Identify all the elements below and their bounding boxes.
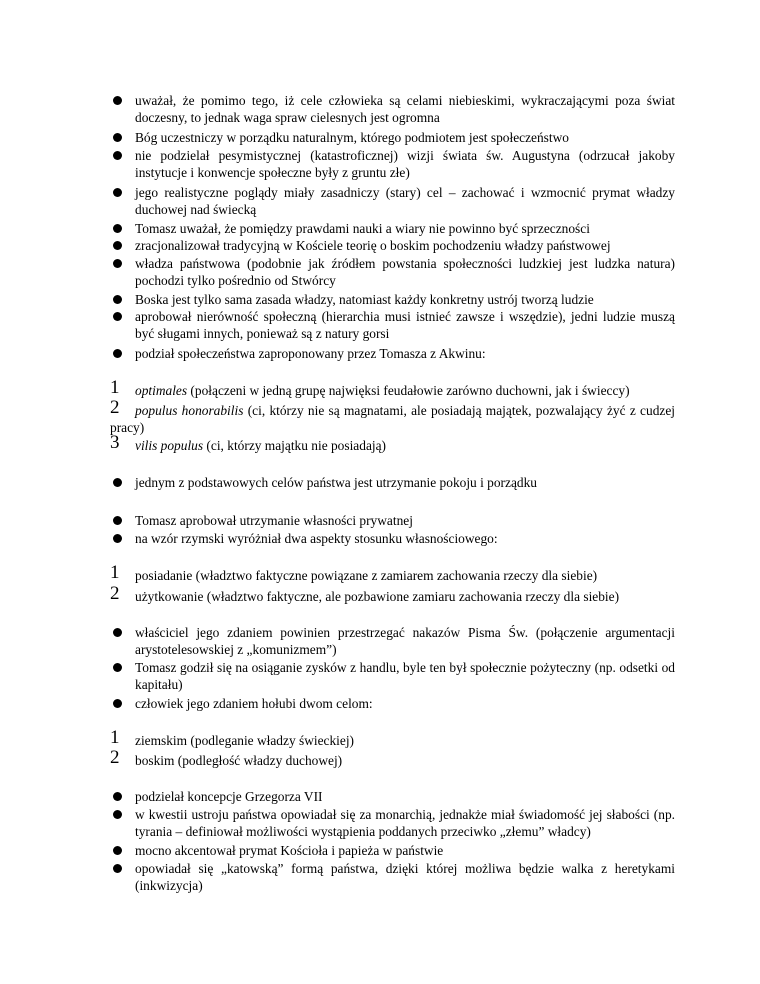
bullet-item: na wzór rzymski wyróżniał dwa aspekty stosunku własnościowego:: [110, 530, 675, 547]
bullet-item: zracjonalizował tradycyjną w Kościele teorię o boskim pochodzeniu władzy państwowej: [110, 237, 675, 254]
bullet-item: władza państwowa (podobnie jak źródłem powstania społeczności ludzkiej jest ludzka natura) pochodzi tylko pośrednio od Stwórcy: [110, 255, 675, 289]
bullet-icon: [113, 96, 122, 105]
bullet-icon: [113, 534, 122, 543]
bullet-item: Tomasz godził się na osiąganie zysków z handlu, byle ten był społecznie pożyteczny (np. odsetki od kapitału): [110, 659, 675, 693]
bullet-icon: [113, 295, 122, 304]
bullet-icon: [113, 516, 122, 525]
bullet-item: nie podzielał pesymistycznej (katastroficznej) wizji świata św. Augustyna (odrzucał jakoby instytucje i konwencje społeczne były z gruntu złe): [110, 147, 675, 181]
bullet-item: Boska jest tylko sama zasada władzy, natomiast każdy konkretny ustrój tworzą ludzie: [110, 291, 675, 308]
bullet-icon: [113, 846, 122, 855]
bullet-item: podział społeczeństwa zaproponowany przez Tomasza z Akwinu:: [110, 345, 675, 362]
bullet-item: Bóg uczestniczy w porządku naturalnym, którego podmiotem jest społeczeństwo: [110, 129, 675, 146]
bullet-item: aprobował nierówność społeczną (hierarchia musi istnieć zawsze i wszędzie), jedni ludzie muszą być sługami innych, ponieważ są z natury gorsi: [110, 308, 675, 342]
bullet-item: jednym z podstawowych celów państwa jest utrzymanie pokoju i porządku: [110, 474, 675, 491]
bullet-icon: [113, 663, 122, 672]
bullet-item: Tomasz aprobował utrzymanie własności prywatnej: [110, 512, 675, 529]
bullet-icon: [113, 699, 122, 708]
bullet-icon: [113, 151, 122, 160]
bullet-icon: [113, 259, 122, 268]
bullet-item: uważał, że pomimo tego, iż cele człowieka są celami niebieskimi, wykraczającymi poza świat doczesny, to jednak waga spraw cielesnych jest ogromna: [110, 92, 675, 126]
numbered-item: 3 vilis populus (ci, którzy majątku nie posiadają): [110, 432, 387, 453]
bullet-item: mocno akcentował prymat Kościoła i papieża w państwie: [110, 842, 675, 859]
bullet-icon: [113, 224, 122, 233]
numbered-item: 2 boskim (podległość władzy duchowej): [110, 747, 343, 768]
bullet-item: właściciel jego zdaniem powinien przestrzegać nakazów Pisma Św. (połączenie argumentacji arystotelesowskiej z „komunizmem”): [110, 624, 675, 658]
bullet-icon: [113, 188, 122, 197]
bullet-icon: [113, 628, 122, 637]
numbered-item: 1 ziemskim (podleganie władzy świeckiej): [110, 727, 355, 748]
numbered-item: 2 populus honorabilis (ci, którzy nie są magnatami, ale posiadają majątek, pozwalający żyć z cudzej pracy): [110, 397, 675, 435]
bullet-item: podzielał koncepcje Grzegorza VII: [110, 788, 675, 805]
numbered-item: 2 użytkowanie (władztwo faktyczne, ale pozbawione zamiaru zachowania rzeczy dla siebie): [110, 583, 620, 604]
bullet-item: Tomasz uważał, że pomiędzy prawdami nauki a wiary nie powinno być sprzeczności: [110, 220, 675, 237]
bullet-icon: [113, 241, 122, 250]
bullet-item: człowiek jego zdaniem hołubi dwom celom:: [110, 695, 675, 712]
bullet-item: w kwestii ustroju państwa opowiadał się za monarchią, jednakże miał świadomość jej słabości (np. tyrania – definiował możliwości wystąpienia poddanych przeciwko „złemu” władcy): [110, 806, 675, 840]
bullet-icon: [113, 478, 122, 487]
bullet-icon: [113, 133, 122, 142]
bullet-item: jego realistyczne poglądy miały zasadniczy (stary) cel – zachować i wzmocnić prymat władzy duchowej nad świecką: [110, 184, 675, 218]
bullet-icon: [113, 349, 122, 358]
numbered-item: 1 posiadanie (władztwo faktyczne powiązane z zamiarem zachowania rzeczy dla siebie): [110, 562, 598, 583]
bullet-item: opowiadał się „katowską” formą państwa, dzięki której możliwa będzie walka z heretykami (inkwizycja): [110, 860, 675, 894]
numbered-item: 1 optimales (połączeni w jedną grupę najwięksi feudałowie zarówno duchowni, jak i świeccy): [110, 377, 630, 398]
bullet-icon: [113, 864, 122, 873]
bullet-icon: [113, 792, 122, 801]
bullet-icon: [113, 810, 122, 819]
bullet-icon: [113, 312, 122, 321]
